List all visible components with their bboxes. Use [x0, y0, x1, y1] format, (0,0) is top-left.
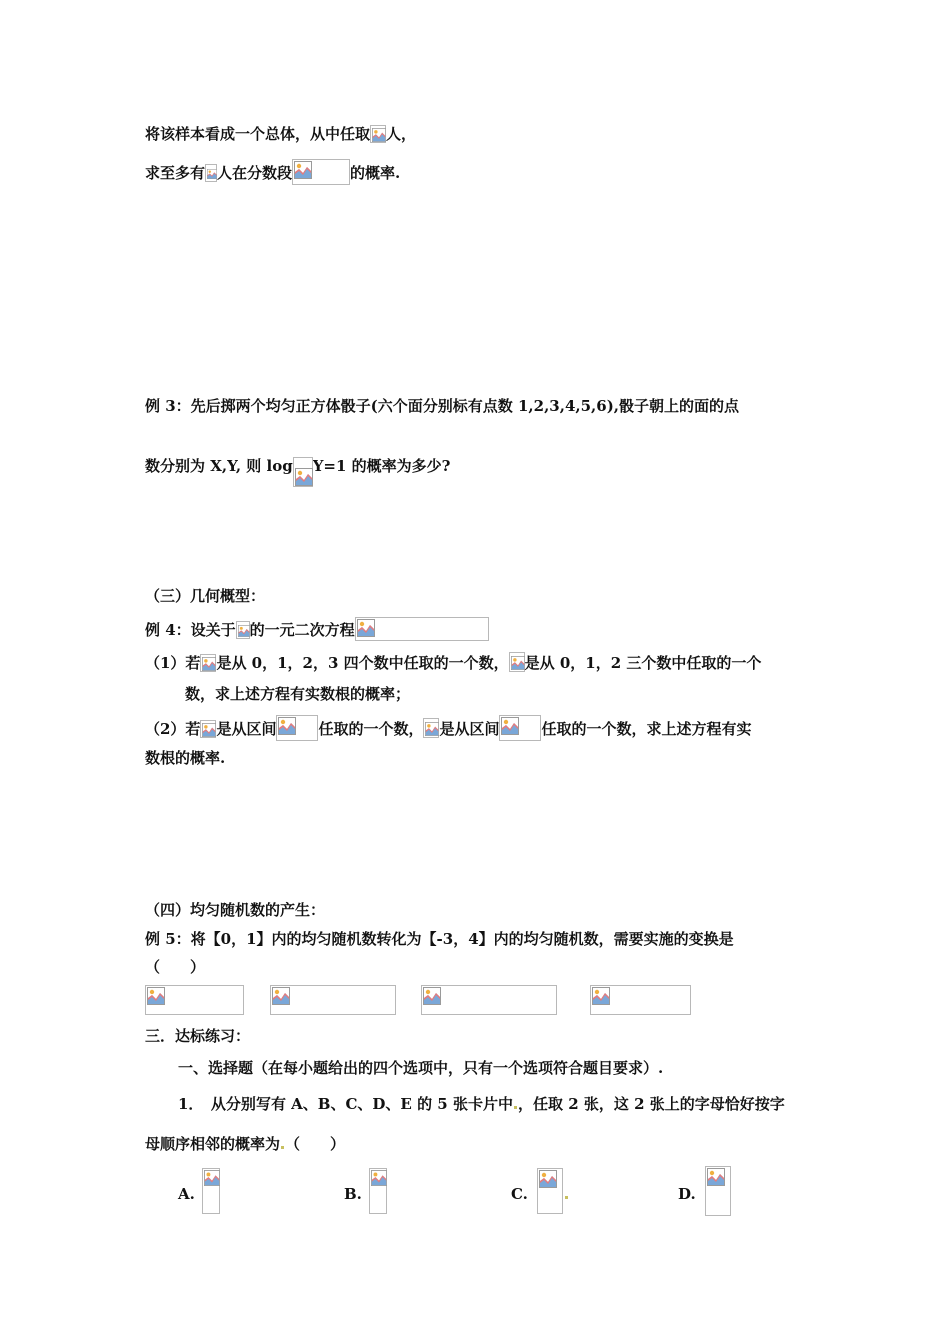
text: （ ） — [145, 958, 206, 976]
text: 例 3：先后掷两个均匀正方体骰子(六个面分别标有点数 1,2,3,4,5,6),骰子朝上的面的点 — [145, 397, 740, 415]
text: 母顺序相邻的概率为 — [145, 1135, 281, 1153]
formula-image-icon — [370, 125, 386, 143]
text: 将该样本看成一个总体，从中任取 — [145, 125, 371, 143]
question-1-line-1 — [178, 1094, 785, 1114]
example-3-line-2 — [145, 456, 450, 487]
formula-image-icon — [499, 715, 541, 741]
text: 数，求上述方程有实数根的概率； — [185, 685, 411, 703]
formula-image-icon — [423, 718, 439, 738]
text: 人在分数段 — [217, 164, 293, 182]
text: 是从 0，1，2 三个数中任取的一个 — [524, 654, 762, 672]
text: 例 5：将【0，1】内的均匀随机数转化为【-3，4】内的均匀随机数，需要实施的变换是 — [145, 930, 734, 948]
text: 一、选择题（在每小题给出的四个选项中，只有一个选项符合题目要求）. — [178, 1059, 664, 1077]
choice-d-image-icon — [705, 1166, 731, 1216]
section-heading-geometric — [145, 586, 265, 606]
text: （1）若 — [145, 654, 201, 672]
option-a-formula-image-icon — [145, 985, 244, 1015]
text: 任取的一个数， — [318, 720, 424, 738]
multiple-choice-heading — [178, 1058, 663, 1078]
example-4-intro — [145, 617, 489, 641]
mark — [565, 1196, 568, 1199]
option-b-formula-image-icon — [270, 985, 396, 1015]
text: 的概率. — [350, 164, 401, 182]
text: 数根的概率. — [145, 749, 226, 767]
formula-image-icon — [236, 621, 250, 639]
section-heading-random — [145, 900, 325, 920]
example-4-question-2 — [145, 715, 752, 741]
mark — [514, 1106, 517, 1109]
text: （四）均匀随机数的产生： — [145, 901, 326, 919]
text: 人， — [386, 125, 417, 143]
example-5-line-1 — [145, 929, 734, 949]
text: 是从 0，1，2，3 四个数中任取的一个数， — [216, 654, 509, 672]
choice-c-image-icon — [537, 1168, 563, 1214]
choice-c-label — [511, 1184, 528, 1204]
question-1-line-2 — [145, 1134, 345, 1154]
example-4-question-1-cont — [185, 684, 410, 704]
choice-d-label — [678, 1184, 696, 1204]
text: D. — [678, 1185, 696, 1203]
example-3-line-1 — [145, 396, 739, 416]
section-heading-practice — [145, 1026, 250, 1046]
text: （2）若 — [145, 720, 201, 738]
formula-image-icon — [509, 652, 525, 672]
text: 是从区间 — [216, 720, 277, 738]
example-4-question-1 — [145, 652, 761, 673]
formula-image-icon — [200, 720, 216, 738]
option-c-formula-image-icon — [421, 985, 557, 1015]
text: 三．达标练习： — [145, 1027, 251, 1045]
text: 例 4：设关于 — [145, 621, 236, 639]
choice-b-label — [344, 1184, 362, 1204]
text: 的一元二次方程 — [249, 621, 355, 639]
paragraph-sample — [145, 124, 416, 144]
text: B. — [344, 1185, 362, 1203]
text: A. — [178, 1185, 195, 1203]
text: ，任取 2 张，这 2 张上的字母恰好按字 — [517, 1095, 785, 1113]
formula-image-icon — [276, 715, 318, 741]
text: Y=1 的概率为多少? — [312, 457, 451, 475]
choice-a-label — [178, 1184, 195, 1204]
text: 任取的一个数，求上述方程有实 — [541, 720, 752, 738]
text: 求至多有 — [145, 164, 206, 182]
formula-image-icon — [200, 654, 216, 672]
option-d-formula-image-icon — [590, 985, 691, 1015]
formula-image-icon — [355, 617, 489, 641]
text: 1． 从分别写有 A、B、C、D、E 的 5 张卡片中 — [178, 1095, 513, 1113]
text: （ ） — [285, 1135, 346, 1153]
mark — [281, 1146, 284, 1149]
formula-image-icon — [205, 164, 217, 182]
text: （三）几何概型： — [145, 587, 266, 605]
example-5-line-2 — [145, 957, 205, 977]
text: C. — [511, 1185, 528, 1203]
formula-image-icon — [292, 159, 350, 185]
formula-image-icon — [293, 457, 313, 487]
choice-b-image-icon — [369, 1168, 387, 1214]
example-4-question-2-cont — [145, 748, 225, 768]
paragraph-question — [145, 159, 400, 185]
choice-a-image-icon — [202, 1168, 220, 1214]
text: 数分别为 X,Y, 则 log — [145, 457, 293, 475]
text: 是从区间 — [439, 720, 500, 738]
